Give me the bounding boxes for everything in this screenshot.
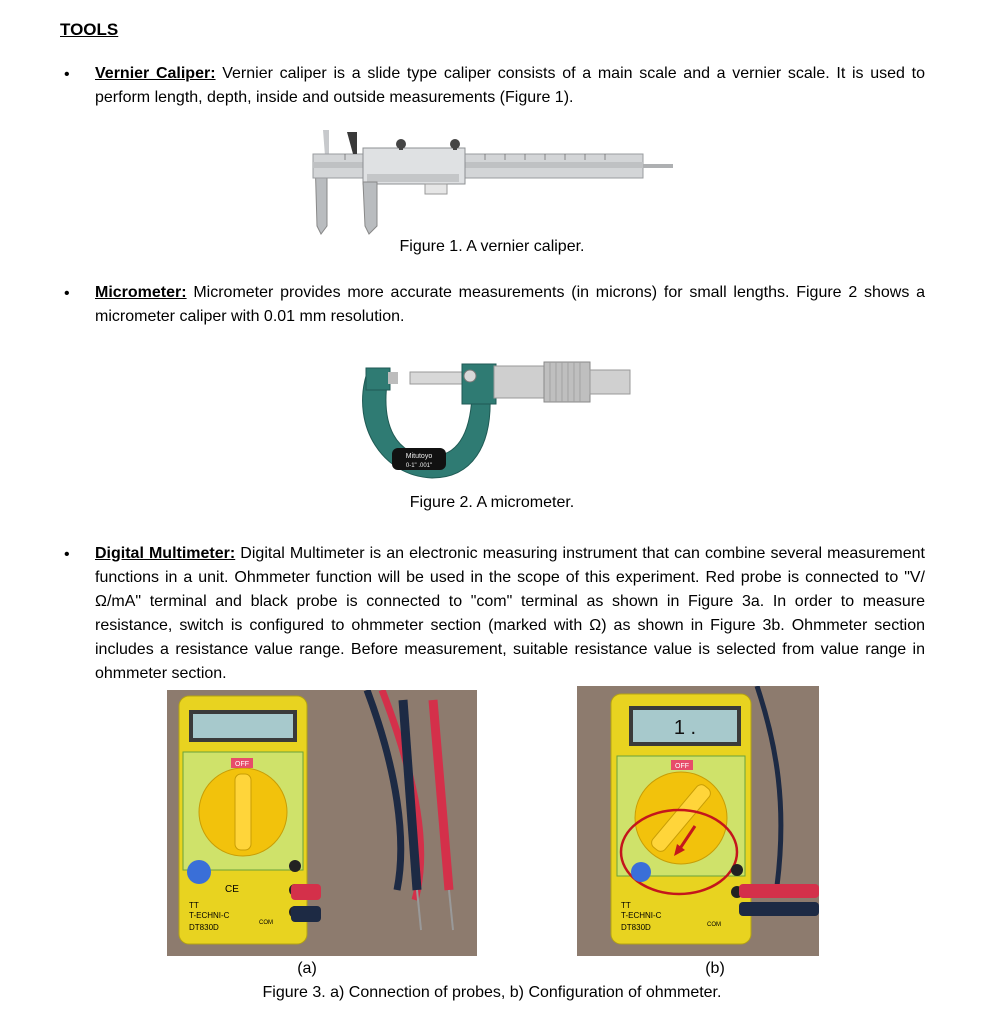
multimeter-text: Digital Multimeter is an electronic measuring instrument that can combine several measurement functions in a unit. Ohmmeter function will be used in the scope of this experiment. Red probe is connected to "V/Ω/mA" terminal and black probe is connected to "com" terminal as shown in Figure 3a. In order to measure resistance, switch is configured to ohmmeter section (marked with Ω) as shown in Figure 3b. Ohmmeter section includes a resistance value range. Before measurement, suitable resistance value is selected from value range in ohmmeter section. — [95, 545, 926, 682]
model-label: DT830D — [621, 923, 651, 932]
multimeter-photo-a — [167, 690, 477, 956]
bullet-icon: • — [64, 546, 70, 563]
lcd-reading: 1 . — [673, 717, 697, 739]
micrometer-term: Micrometer: — [95, 284, 187, 301]
micrometer-paragraph — [95, 281, 925, 329]
multimeter-photo-b — [577, 686, 819, 956]
vernier-text: Vernier caliper is a slide type caliper consists of a main scale and a vernier scale. It is used to perform length, depth, inside and outside measurements (Figure 1). — [95, 65, 925, 106]
model-label: DT830D — [189, 923, 219, 932]
multimeter-paragraph — [95, 542, 925, 686]
micrometer-text: Micrometer provides more accurate measurements (in microns) for small lengths. Figure 2 shows a micrometer caliper with 0.01 mm resolution. — [95, 284, 925, 325]
sublabel-a: (a) — [297, 960, 317, 977]
figure-1-caption: Figure 1. A vernier caliper. — [399, 238, 585, 255]
vernier-caliper-image — [305, 126, 677, 238]
com-label: COM — [259, 920, 273, 926]
vernier-paragraph — [95, 62, 925, 110]
brand-tt: TT — [621, 901, 631, 910]
brand-techni: T-ECHNI-C — [621, 911, 662, 920]
micrometer-brand: Mitutoyo — [405, 453, 433, 460]
bullet-icon: • — [64, 66, 70, 83]
micrometer-range: 0-1" .001" — [405, 463, 433, 469]
com-label: COM — [707, 922, 721, 928]
off-label: OFF — [675, 763, 689, 770]
sublabel-b: (b) — [705, 960, 725, 977]
ce-label: CE — [225, 884, 239, 895]
brand-tt: TT — [189, 901, 199, 910]
off-label: OFF — [235, 761, 249, 768]
bullet-icon: • — [64, 285, 70, 302]
figure-3-caption: Figure 3. a) Connection of probes, b) Configuration of ohmmeter. — [262, 984, 722, 1001]
vernier-term: Vernier Caliper: — [95, 65, 216, 82]
brand-techni: T-ECHNI-C — [189, 911, 230, 920]
section-heading: TOOLS — [60, 20, 119, 39]
figure-2-caption: Figure 2. A micrometer. — [409, 494, 575, 511]
micrometer-image — [352, 356, 634, 484]
multimeter-term: Digital Multimeter: — [95, 545, 236, 562]
